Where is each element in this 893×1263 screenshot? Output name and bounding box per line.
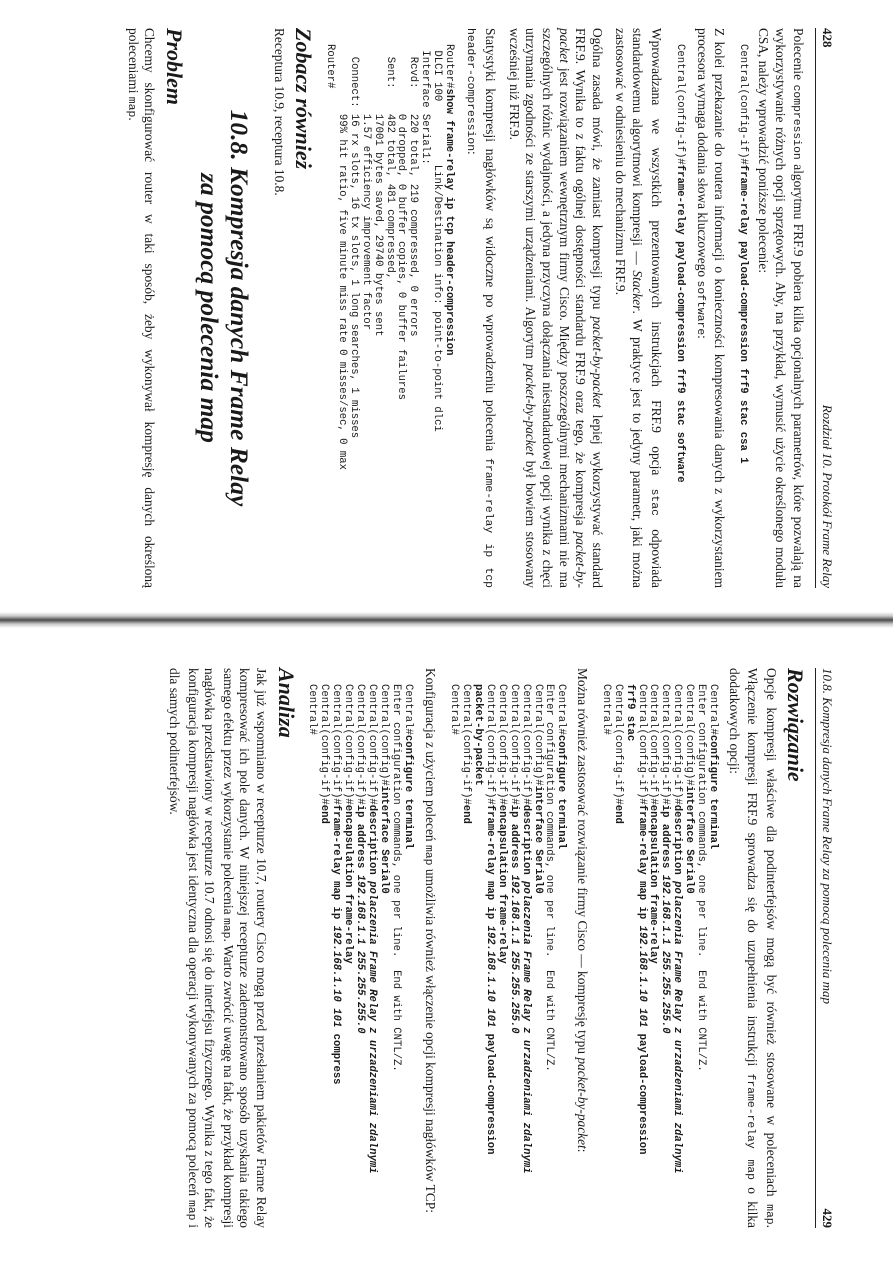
code-command: configure terminal xyxy=(707,734,720,850)
code-prompt: Central(config-if)# xyxy=(671,684,684,805)
code-listing xyxy=(306,684,413,1228)
code-command: description xyxy=(671,804,684,882)
running-head xyxy=(815,668,835,1228)
code-command: encapsulation frame-relay xyxy=(495,804,508,964)
code-line xyxy=(599,684,611,1228)
code-line xyxy=(347,44,359,588)
code-listing xyxy=(736,44,748,588)
code-command: payload-compression xyxy=(483,1027,496,1155)
code-argument: polaczenia Frame Relay z urzadzeniami zdalnymi xyxy=(519,881,532,1174)
code-line xyxy=(430,44,442,588)
code-argument: polaczenia Frame Relay z urzadzeniami zdalnymi xyxy=(671,881,684,1174)
code-prompt: Central(config)# xyxy=(531,684,544,786)
code-command: frame-relay payload-compression frf9 stac software xyxy=(673,164,686,483)
code-line xyxy=(418,44,430,588)
code-output: Central# xyxy=(448,684,461,735)
code-argument: 192.168.1.1 255.255.255.0 xyxy=(659,874,672,1034)
code-command: configure terminal xyxy=(555,734,568,850)
code-argument: 192.168.1.10 101 xyxy=(483,925,496,1028)
code-prompt: Central# xyxy=(707,684,720,735)
code-line xyxy=(341,684,353,1228)
problem-text: Chcemy skonfigurować router w taki sposób, żeby wykonywał kompresję danych określoną poleceniami map. xyxy=(124,28,158,588)
code-prompt: Central(config-if)# xyxy=(507,684,520,805)
code-line xyxy=(673,44,685,588)
code-line xyxy=(371,44,383,588)
code-line xyxy=(736,44,748,588)
code-line xyxy=(353,684,365,1228)
page-number: 428 xyxy=(820,28,835,48)
code-prompt: Central(config)# xyxy=(683,684,696,786)
code-prompt: Central(config-if)# xyxy=(483,684,496,805)
code-argument: 192.168.1.1 255.255.255.0 xyxy=(354,874,367,1034)
code-prompt: Router# xyxy=(443,44,456,89)
paragraph: Ogólna zasada mówi, że zamiast kompresji typu packet-by-packet lepiej wykorzystywać standard FRF.9. Wynika to z faktu ogólnej dostępności standardu FRF.9 oraz tego, że kompresja packet-by-packet jest rozwiązaniem wewnętrznym firmy Cisco. Między poszczególnymi mechanizmami nie ma szczególnych różnic wydajności, a jedyna przyczyna dołączania niestandardowej opcji wynika z chęci utrzymania zgodności ze starszymi urządzeniami. Algorytm packet-by-packet był bowiem stosowany wcześniej niż FRF.9. xyxy=(506,28,605,588)
book-page-428 xyxy=(55,28,835,588)
code-prompt: Central(config-if)# xyxy=(673,44,686,165)
code-command: encapsulation frame-relay xyxy=(342,804,355,964)
code-line xyxy=(389,684,401,1228)
code-command: ip address xyxy=(507,804,520,875)
code-prompt: Central# xyxy=(401,684,414,735)
code-command: compress xyxy=(330,1027,343,1085)
code-prompt: Central# xyxy=(555,684,568,735)
problem-heading: Problem xyxy=(161,28,187,105)
section-running-title: 10.8. Kompresja danych Frame Relay za pomocą polecenia map xyxy=(820,668,835,1005)
code-prompt: Central(config-if)# xyxy=(635,684,648,805)
paragraph: Polecenie compression algorytmu FRF.9 pobiera kilka opcjonalnych parametrów, które pozwalają na wykorzystywanie różnych opcji sprzętowych. Aby, na przykład, wymusić użycie określonego modułu CSA, należy wprowadzić poniższe polecenie: xyxy=(756,28,807,588)
code-output: Sent: 482 total, 481 compressed, xyxy=(383,44,396,280)
paragraph: Z kolei przekazanie do routera informacji o konieczności kompresowania danych z wykorzystaniem procesora wymaga dodania słowa kluczowego software: xyxy=(694,28,727,588)
code-output: Enter configuration commands, one per line. End with CNTL/Z. xyxy=(543,684,556,1072)
code-command: interface Serial0 xyxy=(683,785,696,894)
code-line xyxy=(543,684,555,1228)
code-command: packet-by-packet xyxy=(472,684,485,786)
code-command: frame-relay map ip xyxy=(330,804,343,926)
code-line xyxy=(383,44,395,588)
code-line xyxy=(519,684,531,1228)
code-output: Rcvd: 220 total, 219 compressed, 0 errors xyxy=(407,44,420,337)
book-gutter xyxy=(0,612,893,628)
code-command: frame-relay map ip xyxy=(635,804,648,926)
code-output: Central# xyxy=(306,684,319,735)
code-listing xyxy=(447,684,566,1228)
code-line xyxy=(306,684,318,1228)
code-command: frame-relay payload-compression frf9 stac csa 1 xyxy=(736,164,749,464)
code-command: configure terminal xyxy=(401,734,414,850)
code-line xyxy=(377,684,389,1228)
code-command: end xyxy=(460,804,473,824)
code-line xyxy=(459,684,471,1228)
code-command: show frame-relay ip tcp header-compression xyxy=(443,88,456,356)
code-line xyxy=(365,684,377,1228)
code-output: Interface Serial1: xyxy=(419,44,432,165)
code-output: Router# xyxy=(324,44,337,89)
code-line xyxy=(507,684,519,1228)
code-line xyxy=(401,684,413,1228)
code-line xyxy=(359,44,371,588)
code-prompt: Central(config-if)# xyxy=(519,684,532,805)
code-output: DLCI 100 Link/Destination info: point-to-point dlci xyxy=(431,44,444,432)
code-line xyxy=(447,684,459,1228)
code-output: Central# xyxy=(599,684,612,735)
code-line xyxy=(406,44,418,588)
code-prompt: Central(config-if)# xyxy=(318,684,331,805)
code-line xyxy=(682,684,694,1228)
code-line xyxy=(670,684,682,1228)
code-prompt: Central(config-if)# xyxy=(611,684,624,805)
analysis-heading: Analiza xyxy=(273,668,299,738)
see-also-text: Receptura 10.9, receptura 10.8. xyxy=(271,28,287,196)
code-line xyxy=(611,684,623,1228)
code-line xyxy=(706,684,718,1228)
code-command: interface Serial0 xyxy=(531,785,544,894)
code-line xyxy=(329,684,341,1228)
code-output: 17001 bytes saved, 29740 bytes sent xyxy=(371,44,384,337)
code-command: ip address xyxy=(659,804,672,875)
code-argument: 192.168.1.1 255.255.255.0 xyxy=(507,874,520,1034)
code-prompt: Central(config-if)# xyxy=(495,684,508,805)
paragraph: Wprowadzana we wszystkich prezentowanych instrukcjach FRF.9 opcja stac odpowiada standardowemu algorytmowi kompresji — Stacker. W praktyce jest to jedyny parametr, jaki można zastosować w odniesieniu do mechanizmu FRF.9. xyxy=(613,28,664,588)
code-prompt: Central(config-if)# xyxy=(736,44,749,165)
code-line xyxy=(554,684,566,1228)
book-page-429 xyxy=(55,668,835,1228)
code-line xyxy=(471,684,483,1228)
code-line xyxy=(442,44,454,588)
code-argument: polaczenia Frame Relay z urzadzeniami zdalnymi xyxy=(366,881,378,1174)
code-prompt: Central(config-if)# xyxy=(460,684,473,805)
code-line xyxy=(483,684,495,1228)
code-prompt: Central(config-if)# xyxy=(647,684,660,805)
code-line xyxy=(317,684,329,1228)
code-line xyxy=(495,684,507,1228)
code-line xyxy=(694,684,706,1228)
code-line xyxy=(323,44,335,588)
code-line xyxy=(395,44,407,588)
paragraph: Statystyki kompresji nagłówków są widoczne po wprowadzeniu polecenia frame-relay ip tcp header-compression: xyxy=(463,28,499,588)
code-command: encapsulation frame-relay xyxy=(647,804,660,964)
see-also-heading: Zobacz również xyxy=(291,28,317,170)
code-line xyxy=(623,684,635,1228)
code-line xyxy=(335,44,347,588)
code-output: Connect: 16 rx slots, 16 tx slots, 1 long searches, 1 misses xyxy=(347,44,360,439)
code-prompt: Central(config-if)# xyxy=(342,684,355,805)
code-command: end xyxy=(611,804,624,824)
code-command: payload-compression xyxy=(635,1027,648,1155)
code-prompt: Central(config-if)# xyxy=(354,684,367,805)
page-number: 429 xyxy=(820,1208,835,1228)
code-output: Enter configuration commands, one per line. End with CNTL/Z. xyxy=(389,684,402,1072)
running-head xyxy=(815,28,835,588)
code-line xyxy=(659,684,671,1228)
code-line xyxy=(635,684,647,1228)
code-command: end xyxy=(318,804,331,824)
code-command: interface Serial0 xyxy=(377,785,390,894)
code-output: Enter configuration commands, one per line. End with CNTL/Z. xyxy=(695,684,708,1072)
code-argument: 192.168.1.10 101 xyxy=(635,925,648,1028)
code-command: frf9 stac xyxy=(623,684,636,742)
section-title: 10.8. Kompresja danych Frame Relay za pomocą polecenia map xyxy=(194,109,254,507)
code-prompt: Central(config-if)# xyxy=(659,684,672,805)
code-command: frame-relay map ip xyxy=(483,804,496,926)
code-argument: 192.168.1.10 101 xyxy=(330,925,343,1028)
code-listing xyxy=(673,44,685,588)
code-line xyxy=(647,684,659,1228)
code-listing xyxy=(599,684,718,1228)
analysis-text: Jak już wspomniano w recepturze 10.7, routery Cisco mogą przed przesłaniem pakietów Frame Relay kompresować ich pole danych. W niniejszej recepturze zademonstrowano sposób uzyskania takiego samego efektu przez wykorzystanie polecenia map. Warto zwrócić uwagę na fakt, że przykład kompresji nagłówka przedstawiony w recepturze 10.7 odnosi się do interfejsu fizycznego. Wynika z tego fakt, że konfiguracja kompresji nagłówka jest identyczna dla operacji wykonywanych za pomocą poleceń map i dla samych podinterfejsów. xyxy=(167,668,269,1228)
code-output: 1.57 efficiency improvement factor xyxy=(359,44,372,331)
code-command: description xyxy=(366,804,378,882)
code-prompt: Central(config-if)# xyxy=(366,684,378,805)
paragraph: Konfiguracja z użyciem poleceń map umożliwia również włączenie opcji kompresji nagłówków TCP: xyxy=(422,668,439,1213)
code-listing xyxy=(323,44,454,588)
paragraph: Można również zastosować rozwiązanie firmy Cisco — kompresję typu packet-by-packet: xyxy=(574,668,590,1153)
solution-heading: Rozwiązanie xyxy=(783,668,809,782)
code-command: description xyxy=(519,804,532,882)
code-command: ip address xyxy=(354,804,367,875)
code-line xyxy=(531,684,543,1228)
solution-text: Opcje kompresji właściwe dla podinterfejsów mogą być również stosowane w poleceniach map. Włączenie kompresji FRF.9 sprowadza się do uzupełnienia instrukcji frame-relay map o kilka dodatkowych opcji: xyxy=(726,668,779,1228)
chapter-title: Rozdział 10. Protokół Frame Relay xyxy=(820,404,835,588)
code-output: 0 dropped, 0 buffer copies, 0 buffer failures xyxy=(395,44,408,401)
code-output: 99% hit ratio, five minute miss rate 0 misses/sec, 0 max xyxy=(335,44,348,470)
code-prompt: Central(config-if)# xyxy=(330,684,343,805)
code-prompt: Central(config)# xyxy=(377,684,390,786)
